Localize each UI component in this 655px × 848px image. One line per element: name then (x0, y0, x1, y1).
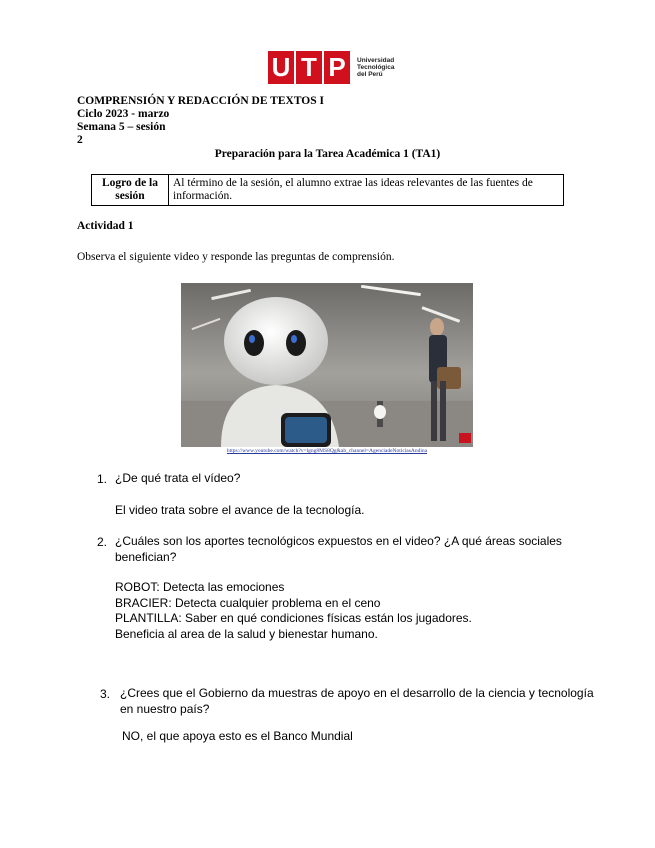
logo-line-2: Tecnológica (357, 63, 395, 71)
logro-table (91, 174, 564, 206)
question-2-number: 2. (97, 535, 108, 549)
answer-2 (115, 580, 472, 642)
answer-2-line-3: PLANTILLA: Saber en qué condiciones físicas están los jugadores. (115, 611, 472, 625)
task-title: Preparación para la Tarea Académica 1 (TA1) (214, 148, 441, 160)
logo-line-3: del Perú (357, 70, 383, 78)
answer-3 (122, 729, 353, 745)
question-3-number: 3. (100, 687, 111, 701)
logo-university-name (357, 57, 394, 78)
answer-3-line: NO, el que apoya esto es el Banco Mundial (122, 729, 353, 743)
question-2-text (115, 534, 585, 565)
question-3-line-1: ¿Crees que el Gobierno da muestras de apoyo en el desarrollo de la ciencia y tecnología (120, 686, 594, 700)
question-2-line-2: benefician? (115, 549, 177, 564)
logo-letter-p: P (324, 51, 350, 84)
answer-1 (115, 503, 365, 519)
question-1-text: ¿De qué trata el vídeo? (115, 471, 241, 485)
utp-logo (268, 50, 394, 84)
answer-2-line-1: ROBOT: Detecta las emociones (115, 580, 285, 594)
answer-2-line-4: Beneficia al area de la salud y bienestar humano. (115, 626, 378, 641)
logo-line-1: Universidad (357, 56, 395, 64)
question-2-line-1: ¿Cuáles son los aportes tecnológicos expuestos en el video? ¿A qué áreas sociales (115, 534, 562, 548)
logro-text: Al término de la sesión, el alumno extrae las ideas relevantes de las fuentes de información. (173, 177, 533, 202)
activity-instruction: Observa el siguiente video y responde las preguntas de comprensión. (77, 251, 395, 263)
logo-letter-t: T (296, 51, 322, 84)
course-title: COMPRENSIÓN Y REDACCIÓN DE TEXTOS I (77, 95, 324, 107)
logro-label: Logro de la sesión (92, 175, 169, 205)
session-number: 2 (77, 134, 83, 146)
robot-scene-image (181, 283, 473, 447)
activity-title: Actividad 1 (77, 220, 134, 232)
week-label: Semana 5 – sesión (77, 121, 166, 133)
video-thumbnail[interactable] (181, 283, 473, 447)
question-1-number: 1. (97, 472, 108, 486)
answer-1-line: El video trata sobre el avance de la tecnología. (115, 503, 365, 517)
answer-2-line-2: BRACIER: Detecta cualquier problema en el ceno (115, 595, 381, 610)
cycle-label: Ciclo 2023 - marzo (77, 108, 170, 120)
question-3-line-2: en nuestro país? (120, 701, 210, 716)
logo-letter-u: U (268, 51, 294, 84)
course-header (77, 95, 324, 147)
question-3-text (120, 686, 600, 717)
video-link[interactable]: https://www.youtube.com/watch?v=lgng8MS8Qg&ab_channel=AgenciadeNoticiasAndina (226, 448, 428, 454)
